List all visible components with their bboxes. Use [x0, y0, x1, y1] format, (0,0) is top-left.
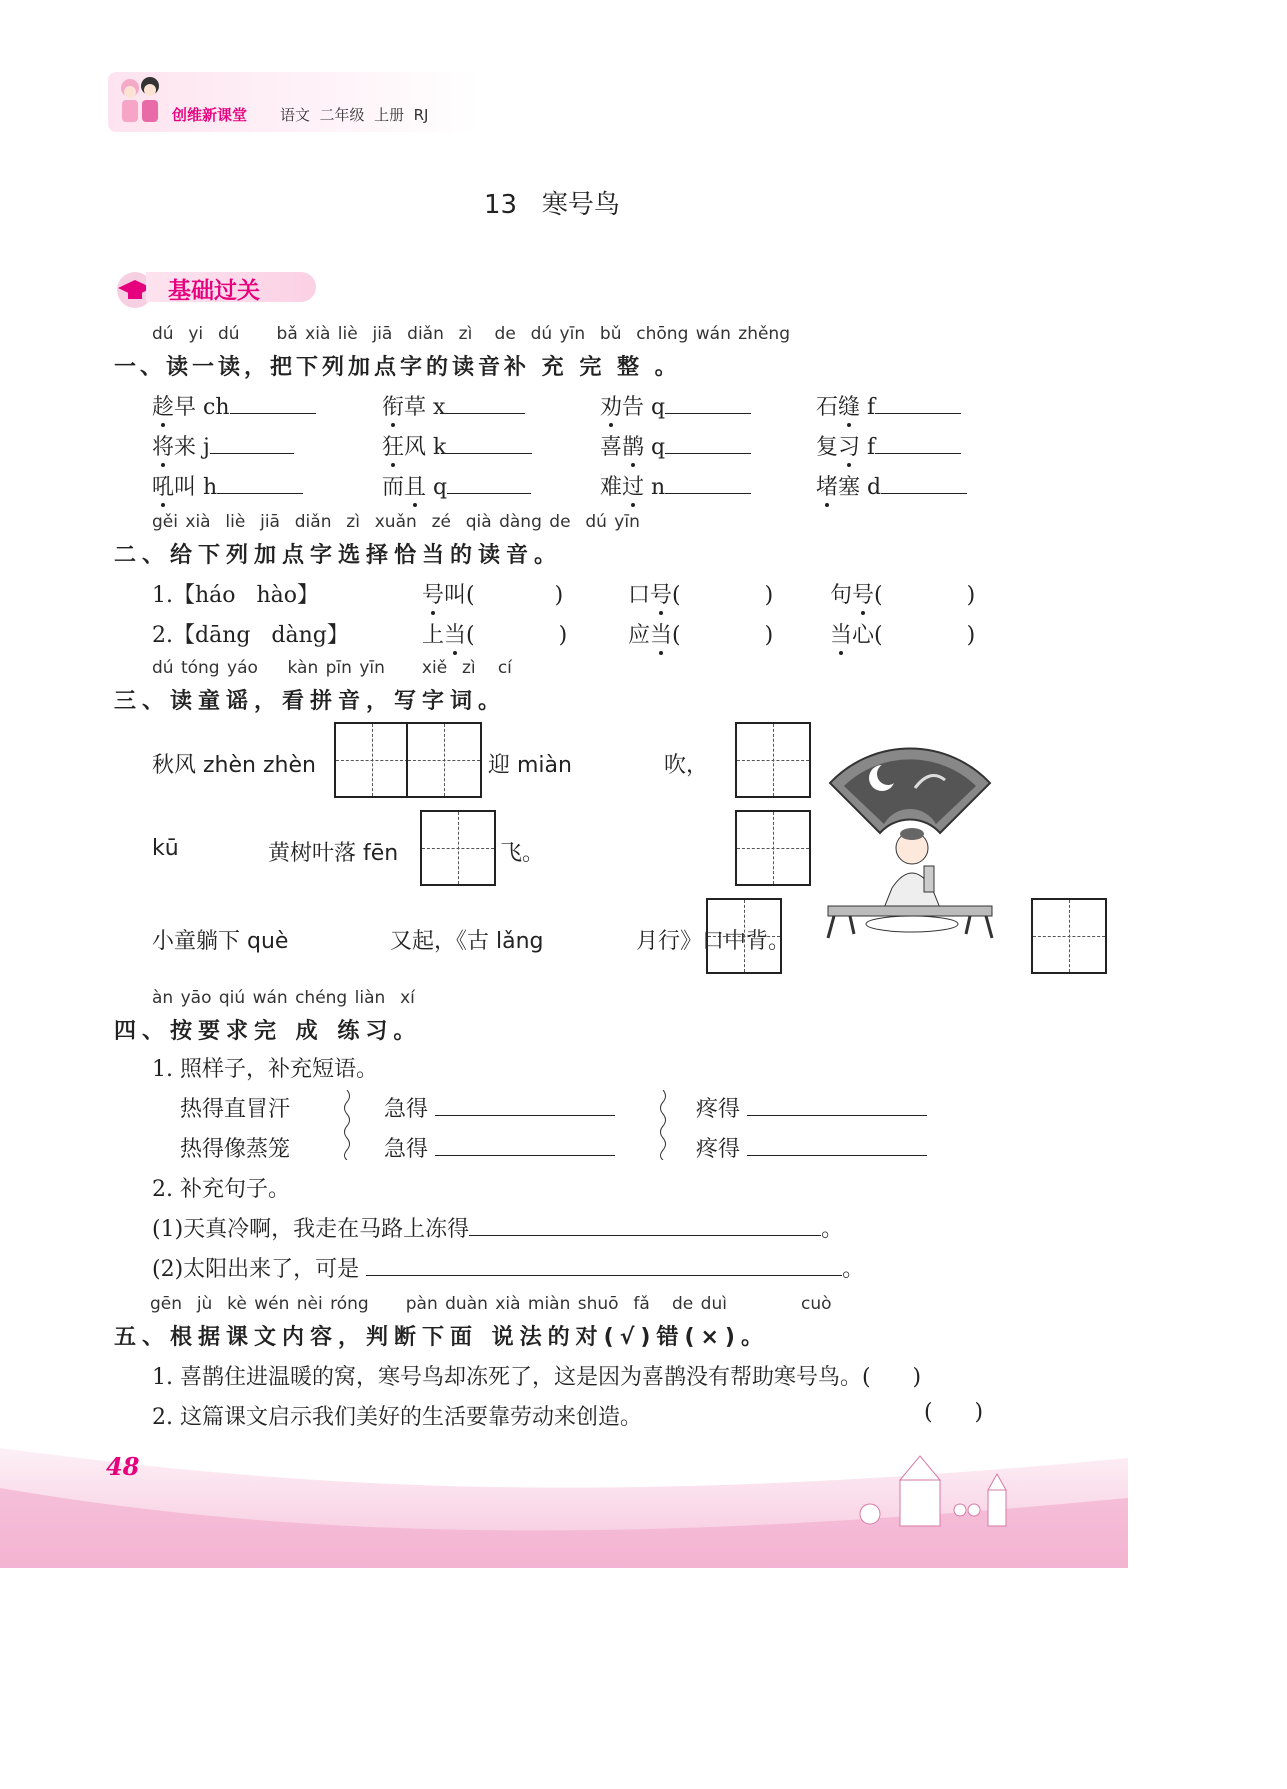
- q3-line2-text: kū: [152, 836, 179, 861]
- q4-sentence: (1)天真冷啊，我走在马路上冻得 。: [152, 1217, 844, 1242]
- q4-instruction: 四、按要求完 成 练习。: [114, 1019, 422, 1044]
- q1-item: 喜鹊 q: [600, 430, 751, 461]
- writing-grid[interactable]: [1031, 898, 1107, 974]
- q4-fill: 急得: [384, 1092, 615, 1123]
- writing-grid[interactable]: [334, 722, 482, 798]
- q3-instruction: 三、读童谣，看拼音，写字词。: [114, 689, 507, 714]
- page-title: 13 寒号鸟: [484, 190, 620, 220]
- question-4: [114, 984, 1014, 1284]
- q4-fill: 疼得: [696, 1132, 927, 1163]
- q2-instruction: 二、给下列加点字选择恰当的读音。: [114, 543, 563, 568]
- q4-pinyin: àn yāo qiú wán chéng liàn xí: [152, 988, 415, 1008]
- page-number: 48: [106, 1452, 140, 1481]
- q5-instruction: 五、根据课文内容，判断下面 说法的对(√)错(×)。: [114, 1325, 769, 1350]
- q2-row1-label: 1.【háo hào】: [152, 583, 320, 608]
- q3-pinyin: dú tóng yáo kàn pīn yīn xiě zì cí: [152, 658, 512, 678]
- q1-item: 复习 f: [816, 430, 961, 461]
- writing-grid[interactable]: [735, 810, 811, 886]
- kids-illustration: [110, 72, 170, 132]
- q1-pinyin: dú yi dú bǎ xià liè jiā diǎn zì de dú yīn bǔ chōng wán zhěng: [152, 324, 791, 344]
- moon-fan-reading-child-illustration: [820, 738, 1000, 943]
- q4-sub2: 2. 补充句子。: [152, 1177, 290, 1202]
- question-2: [114, 508, 1014, 658]
- question-5: [114, 1292, 1014, 1442]
- q1-item: 石缝 f: [816, 390, 961, 421]
- q5-pinyin: gēn jù kè wén nèi róng pàn duàn xià miàn shuō fǎ de duì cuò: [150, 1294, 832, 1314]
- writing-grid[interactable]: [735, 722, 811, 798]
- q1-item: 狂风 k: [382, 430, 532, 461]
- q1-item: 劝告 q: [600, 390, 751, 421]
- q3-line3-text: 小童躺下 què: [152, 929, 289, 954]
- q3-line1-text: 吹，: [664, 753, 709, 778]
- q3-line3-text: 又起，《古 lǎng: [390, 929, 544, 954]
- q5-item: 2. 这篇课文启示我们美好的生活要靠劳动来创造。: [152, 1405, 642, 1430]
- header-banner: [108, 72, 480, 132]
- q2-option: 号叫( ): [422, 583, 564, 608]
- q5-answer-paren[interactable]: ( ): [924, 1400, 984, 1425]
- q1-instruction: 一、读一读，把下列加点字的读音补 充 完 整 。: [114, 355, 681, 380]
- q2-option: 口号( ): [628, 583, 774, 608]
- q2-option: 应当( ): [628, 623, 774, 648]
- q4-example: 热得直冒汗: [180, 1097, 291, 1122]
- q4-example: 热得像蒸笼: [180, 1137, 291, 1162]
- q3-line1-text: 秋风 zhèn zhèn: [152, 753, 316, 778]
- q2-row2-label: 2.【dāng dàng】: [152, 623, 349, 648]
- q4-sentence: (2)太阳出来了，可是 。: [152, 1257, 865, 1282]
- q4-sub1: 1. 照样子，补充短语。: [152, 1057, 378, 1082]
- q5-item: 1. 喜鹊住进温暖的窝，寒号鸟却冻死了，这是因为喜鹊没有帮助寒号鸟。( ): [152, 1365, 922, 1390]
- q1-item: 难过 n: [600, 470, 751, 501]
- castle-decoration: [850, 1450, 1040, 1540]
- q2-pinyin: gěi xià liè jiā diǎn zì xuǎn zé qià dàng de dú yīn: [152, 512, 640, 532]
- q3-line2-text: 飞。: [500, 841, 545, 866]
- question-1: [114, 322, 1014, 512]
- wavy-divider: [342, 1090, 352, 1160]
- section-badge: [112, 266, 312, 310]
- q4-fill: 疼得: [696, 1092, 927, 1123]
- q4-fill: 急得: [384, 1132, 615, 1163]
- q2-option: 句号( ): [830, 583, 976, 608]
- q1-item: 将来 j: [152, 430, 294, 461]
- q1-item: 吼叫 h: [152, 470, 303, 501]
- section-badge-label: 基础过关: [168, 278, 260, 304]
- writing-grid[interactable]: [420, 810, 496, 886]
- header-brand: 创维新课堂: [172, 106, 248, 124]
- q2-option: 当心( ): [830, 623, 976, 648]
- q3-line3-text: 月行》口中背。: [636, 929, 791, 954]
- q3-line2-text: 黄树叶落 fēn: [268, 841, 399, 866]
- wavy-divider: [658, 1090, 668, 1160]
- q1-item: 而且 q: [382, 470, 531, 501]
- q1-item: 堵塞 d: [816, 470, 967, 501]
- q1-item: 衔草 x: [382, 390, 525, 421]
- q2-option: 上当( ): [422, 623, 568, 648]
- q3-line1-text: 迎 miàn: [488, 753, 572, 778]
- q1-item: 趁早 ch: [152, 390, 316, 421]
- header-subject: 语文 二年级 上册 RJ: [280, 106, 429, 124]
